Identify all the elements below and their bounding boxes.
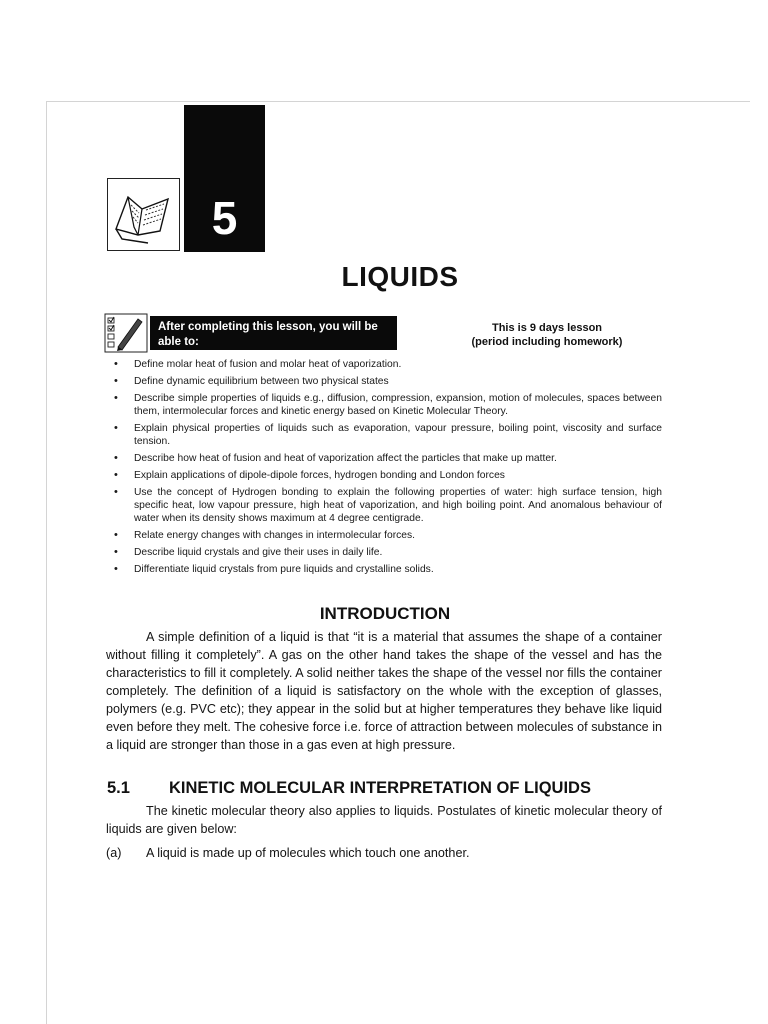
objective-item: • Differentiate liquid crystals from pure liquids and crystalline solids.	[112, 563, 662, 576]
objectives-banner: After completing this lesson, you will be able to:	[150, 316, 397, 350]
section-title: KINETIC MOLECULAR INTERPRETATION OF LIQUIDS	[169, 779, 591, 797]
objective-item: • Describe how heat of fusion and heat of vaporization affect the particles that make up matter.	[112, 452, 662, 465]
introduction-paragraph: A simple definition of a liquid is that “it is a material that assumes the shape of a container without filling it completely”. A gas on the other hand takes the shape of the vessel and has the characteristics to fill it completely. A solid neither takes the shape of the vessel nor fills the container completely. The definition of a liquid is satisfactory on the whole with the exception of glasses, polymers (e.g. PVC etc); they appear in the solid but at higher temperatures they behave like liquid even before they melt. The cohesive force i.e. force of attraction between molecules of substance in a liquid are stronger than those in a gas even at high pressure.	[106, 630, 662, 752]
objective-item: • Explain applications of dipole-dipole forces, hydrogen bonding and London forces	[112, 469, 662, 482]
section-number: 5.1	[107, 779, 130, 797]
postulate-item	[106, 844, 469, 862]
section-paragraph: The kinetic molecular theory also applies to liquids. Postulates of kinetic molecular theory of liquids are given below:	[106, 804, 662, 836]
postulate-mark: (a)	[106, 846, 122, 860]
objective-item: • Describe liquid crystals and give their uses in daily life.	[112, 546, 662, 559]
section-heading	[107, 779, 591, 798]
lesson-duration-note	[432, 321, 662, 349]
chapter-number: 5	[211, 192, 238, 244]
page-edge-top	[46, 101, 750, 102]
open-book-icon	[107, 178, 180, 251]
lesson-note-line1: This is 9 days lesson	[491, 322, 603, 334]
objective-item: • Describe simple properties of liquids e.g., diffusion, compression, expansion, motion of molecules, spaces between them, intermolecular forces and kinetic energy based on Kinetic Molecular Theory.	[112, 392, 662, 418]
objective-item: • Use the concept of Hydrogen bonding to explain the following properties of water: high surface tension, high specific heat, low vapour pressure, high heat of vaporization, and high boiling point. And anomalous behaviour of water when its density shows maximum at 4 degree centigrade.	[112, 486, 662, 525]
objectives-list	[112, 358, 662, 580]
checklist-pencil-icon	[104, 313, 148, 353]
postulate-text: A liquid is made up of molecules which touch one another.	[146, 846, 470, 860]
objective-item: • Define molar heat of fusion and molar heat of vaporization.	[112, 358, 662, 371]
chapter-title: LIQUIDS	[341, 261, 459, 292]
page-edge-left	[46, 101, 47, 1024]
objective-item: • Define dynamic equilibrium between two physical states	[112, 375, 662, 388]
lesson-note-line2: (period including homework)	[471, 336, 623, 348]
introduction-heading: INTRODUCTION	[319, 604, 451, 623]
objective-item: • Relate energy changes with changes in intermolecular forces.	[112, 529, 662, 542]
objective-item: • Explain physical properties of liquids such as evaporation, vapour pressure, boiling point, viscosity and surface tension.	[112, 422, 662, 448]
